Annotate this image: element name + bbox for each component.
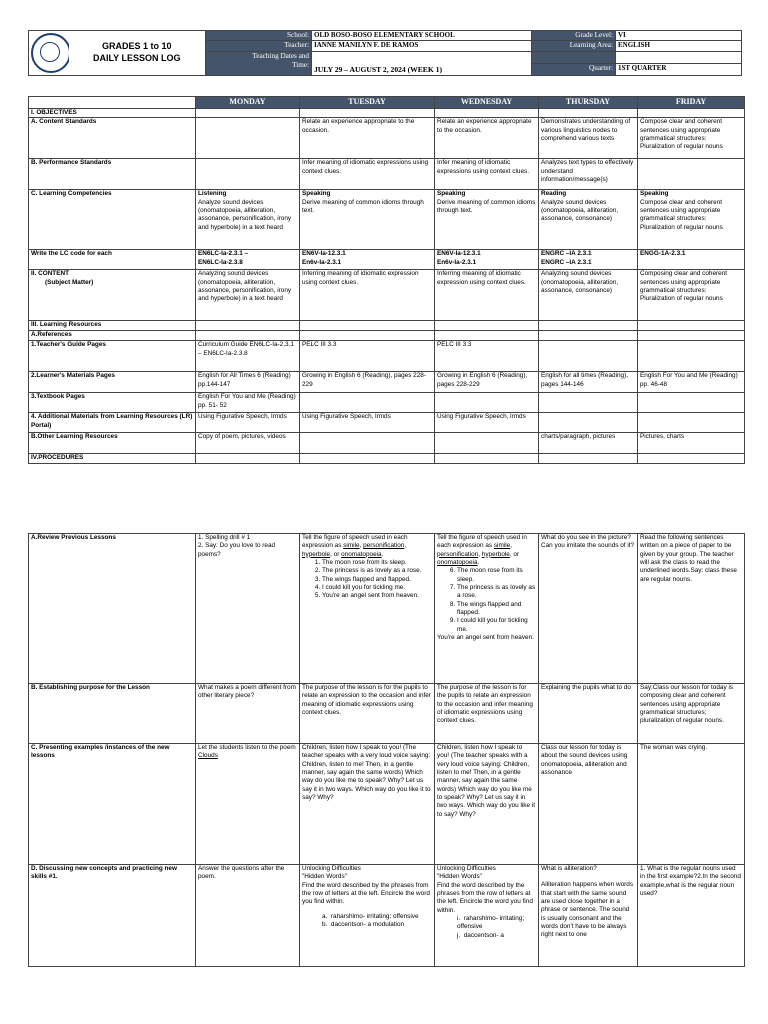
table-row — [29, 454, 745, 464]
table-row — [29, 433, 745, 454]
cell: Children, listen how I speak to you! (The teacher speaks with a very loud voice saying: Children, listen to me! Then, in a gentle manner, say again the same words) Which way do you like me to speak? Why? Let us say it in two ways. Which way do you like it to say? Why? — [300, 744, 435, 865]
table-row — [29, 744, 745, 865]
table-row — [29, 372, 745, 393]
row-label: 2.Learner's Materials Pages — [29, 372, 196, 393]
row-label: 4. Additional Materials from Learning Resources (LR) Portal) — [29, 413, 196, 433]
dates-label: Teaching Dates and Time: — [206, 51, 312, 75]
table-row — [29, 331, 745, 341]
seal-icon — [31, 33, 69, 73]
cell: Using Figurative Speech, lrmds — [300, 413, 435, 433]
day-header-row — [29, 97, 745, 109]
row-label: Write the LC code for each — [29, 250, 196, 270]
quarter-value: 1ST QUARTER — [616, 63, 742, 75]
row-label: 1.Teacher's Guide Pages — [29, 341, 196, 372]
cell: Inferring meaning of idiomatic expression using context clues. — [300, 270, 435, 321]
table-row — [29, 413, 745, 433]
cell: The purpose of the lesson is for the pupils to relate an expression to the occasion and infer meaning of idiomatic expressions using context clues. — [435, 684, 539, 744]
table-row — [29, 341, 745, 372]
cell: Speaking Compose clear and coherent sentences using appropriate grammatical structures: Pluralization of regular nouns — [638, 190, 745, 250]
cell: Growing in English 6 (Reading), pages 228-229 — [300, 372, 435, 393]
hidden-words-list: a. raharshlmo- irritating; offensive b. daccentson- a modulation — [322, 912, 419, 928]
row-label: A. Content Standards — [29, 118, 196, 159]
row-label: B.Other Learning Resources — [29, 433, 196, 454]
dates-value: JULY 29 – AUGUST 2, 2024 (WEEK 1) — [312, 51, 532, 75]
cell: Inferring meaning of idiomatic expression using context clues. — [435, 270, 539, 321]
table-row — [29, 270, 745, 321]
table-row — [29, 250, 745, 270]
cell: Curriculum Guide EN6LC-Ia-2.3.1 – EN6LC-Ia-2.3.8 — [196, 341, 300, 372]
table-row — [29, 865, 745, 967]
cell: Using Figurative Speech, lrmds — [196, 413, 300, 433]
cell: Growing in English 6 (Reading), pages 228-229 — [435, 372, 539, 393]
cell: The woman was crying. — [638, 744, 745, 865]
cell: Say:Class our lesson for today is composing clear and coherent sentences using appropriate grammatical structures; pluralization of regular nouns. — [638, 684, 745, 744]
cell: Analyzes text types to effectively understand information/message(s) — [539, 159, 638, 190]
cell: ENGG-1A-2.3.1 — [638, 250, 745, 270]
school-value: OLD BOSO-BOSO ELEMENTARY SCHOOL — [312, 31, 532, 41]
day-friday: FRIDAY — [638, 97, 745, 109]
cell: English For You and Me (Reading) pp. 51- 52 — [196, 393, 300, 413]
cell: Listening Analyze sound devices (onomatopoeia, alliteration, assonance, personification, irony and hyperbole) in a text heard — [196, 190, 300, 250]
cell: Infer meaning of idiomatic expressions using context clues. — [435, 159, 539, 190]
deped-seal-logo — [29, 31, 69, 76]
cell: What is alliteration? Alliteration happens when words that start with the same sound are used close together in a phrase or sentence. The sound is usually consonant and the words don't have to be always right next to one — [539, 865, 638, 967]
cell: EN6V-Ia-12.3.1 En6v-Ia-2.3.1 — [435, 250, 539, 270]
teacher-value: IANNE MANILYN F. DE RAMOS — [312, 41, 532, 51]
area-value: ENGLISH — [616, 41, 742, 51]
cell: charts/paragraph, pictures — [539, 433, 638, 454]
log-title: GRADES 1 to 10 DAILY LESSON LOG — [69, 31, 206, 76]
review-list: 6. The moon rose from its sleep. 7. The princess is as lovely as a rose. 8. The wings flapped and flapped. 9. I could kill you for tickling me. — [437, 567, 536, 634]
row-label: 3.Textbook Pages — [29, 393, 196, 413]
area-label: Learning Area: — [532, 41, 616, 51]
day-thursday: THURSDAY — [539, 97, 638, 109]
grade-value: VI — [616, 31, 742, 41]
cell: What makes a poem different from other literary piece? — [196, 684, 300, 744]
row-label: B. Establishing purpose for the Lesson — [29, 684, 196, 744]
review-list: 1. The moon rose from its sleep. 2. The princess is as lovely as a rose. 3. The wings flapped and flapped. 4. I could kill you for tickling me. 5. You're an angel sent from heaven. — [302, 559, 432, 601]
row-label: III. Learning Resources — [29, 321, 196, 331]
cell: Speaking Derive meaning of common idioms through text. — [435, 190, 539, 250]
cell: Demonstrates understanding of various linguistics nodes to comprehend various texts — [539, 118, 638, 159]
cell: 1. Spelling drill # 1 2. Say: Do you love to read poems? — [196, 534, 300, 684]
header-table — [28, 30, 742, 76]
cell: Relate an experience appropriate to the occasion. — [300, 118, 435, 159]
cell: PELC III 3.3 — [435, 341, 539, 372]
cell: Using Figurative Speech, lrmds — [435, 413, 539, 433]
cell: Pictures, charts — [638, 433, 745, 454]
cell: Reading Analyze sound devices (onomatopoeia, alliteration, assonance, consonance) — [539, 190, 638, 250]
school-label: School: — [206, 31, 312, 41]
table-row — [29, 118, 745, 159]
cell: Let the students listen to the poem Clouds — [196, 744, 300, 865]
teacher-label: Teacher: — [206, 41, 312, 51]
row-label: A.Review Previous Lessons — [29, 534, 196, 684]
day-monday: MONDAY — [196, 97, 300, 109]
row-label: B. Performance Standards — [29, 159, 196, 190]
cell: Speaking Derive meaning of common idioms through text. — [300, 190, 435, 250]
table-row — [29, 109, 745, 118]
cell: Relate an experience appropriate to the occasion. — [435, 118, 539, 159]
cell: ENGRC –IA 2.3.1 ENGRC –IA 2.3.1 — [539, 250, 638, 270]
cell: English for all times (Reading), pages 144-146 — [539, 372, 638, 393]
cell: PELC III 3.3 — [300, 341, 435, 372]
table-row — [29, 684, 745, 744]
procedures-table — [28, 533, 745, 967]
row-label: A.References — [29, 331, 196, 341]
cell: Analyzing sound devices (onomatopoeia, alliteration, assonance, consonance) — [539, 270, 638, 321]
row-label: C. Learning Competencies — [29, 190, 196, 250]
table-row — [29, 190, 745, 250]
cell: Tell the figure of speech used in each expression as simile, personification, hyperbole, or onomatopoeia. 1. The moon rose from its sleep. 2. The princess is as lovely as a rose. 3. The wings flapped and flapped. 4. I could kill you for tickling me. 5. You're an angel sent from heaven. — [300, 534, 435, 684]
cell: Answer the questions after the poem. — [196, 865, 300, 967]
row-label: I. OBJECTIVES — [29, 109, 196, 118]
hidden-words-list: i. raharshlmo- irritating; offensive j. daccentson- a — [457, 914, 525, 939]
table-row — [29, 534, 745, 684]
cell: English For You and Me (Reading) pp. 46-48 — [638, 372, 745, 393]
cell: Analyzing sound devices (onomatopoeia, alliteration, assonance, personification, irony and hyperbole) in a text heard — [196, 270, 300, 321]
cell: The purpose of the lesson is for the pupils to relate an expression to the occasion and infer meaning of idiomatic expressions using context clues. — [300, 684, 435, 744]
cell: Tell the figure of speech used in each expression as simile, personification, hyperbole, or onomatopoeia. 6. The moon rose from its sleep. 7. The princess is as lovely as a rose. 8. The wings flapped and flapped. 9. I could kill you for tickling me. You're an angel sent from heaven. — [435, 534, 539, 684]
cell: Composing clear and coherent sentences using appropriate grammatical structures: Pluralization of regular nouns — [638, 270, 745, 321]
row-label: D. Discussing new concepts and practicing new skills #1. — [29, 865, 196, 967]
cell: Children, listen how I speak to you! (The teacher speaks with a very loud voice saying: Children, listen to me! Then, in a gentle manner, say again the same words) Which way do you like me to speak? Why? Let us say it in two ways. Which way do you like it to say? Why? — [435, 744, 539, 865]
objectives-table — [28, 96, 745, 464]
cell: What do you see in the picture? Can you imitate the sounds of it? — [539, 534, 638, 684]
row-label: IV.PROCEDURES — [29, 454, 196, 464]
cell: Class our lesson for today is about the sound devices using onomatopoeia, alliteration and assonance — [539, 744, 638, 865]
cell: EN6LC-Ia-2.3.1 – EN6LC-Ia-2.3.8 — [196, 250, 300, 270]
cell: English for All Times 6 (Reading) pp.144-147 — [196, 372, 300, 393]
cell: Unlocking Difficulties "Hidden Words" Find the word described by the phrases from the row of letters at the left. Encircle the word you find within. a. raharshlmo- irritating; offensive b. daccentson- a modulation — [300, 865, 435, 967]
day-tuesday: TUESDAY — [300, 97, 435, 109]
table-row — [29, 393, 745, 413]
table-row — [29, 321, 745, 331]
cell: 1. What is the regular nouns used in the first example?2.In the second example,what is the regular noun used? — [638, 865, 745, 967]
cell: Infer meaning of idiomatic expressions using context clues. — [300, 159, 435, 190]
table-row — [29, 159, 745, 190]
cell: Copy of poem, pictures, videos — [196, 433, 300, 454]
quarter-label: Quarter: — [532, 63, 616, 75]
cell: Unlocking Difficulties "Hidden Words" Find the word described by the phrases from the row of letters at the left. Encircle the word you find within. i. raharshlmo- irritating; offensive j. daccentson- a — [435, 865, 539, 967]
cell: Read the following sentences written on a piece of paper to be given by your group. The teacher will ask the class to read the underlined words.Say: class these are regular nouns. — [638, 534, 745, 684]
row-label: C. Presenting examples /instances of the new lessons — [29, 744, 196, 865]
cell: Explaining the pupils what to do — [539, 684, 638, 744]
day-wednesday: WEDNESDAY — [435, 97, 539, 109]
row-label: II. CONTENT (Subject Matter) — [29, 270, 196, 321]
grade-label: Grade Level: — [532, 31, 616, 41]
cell: EN6V-Ia-12.3.1 En6v-Ia-2.3.1 — [300, 250, 435, 270]
cell: Compose clear and coherent sentences using appropriate grammatical structures: Pluralization of regular nouns — [638, 118, 745, 159]
